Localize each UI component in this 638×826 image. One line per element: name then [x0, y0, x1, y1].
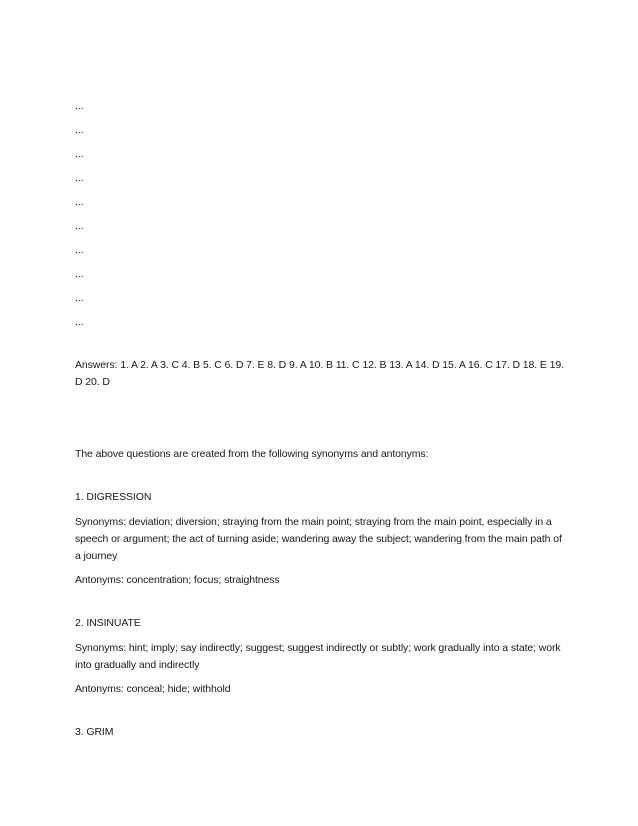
ellipsis-line: ... [75, 268, 84, 280]
document-content [75, 94, 565, 749]
word-entry-insinuate [75, 615, 565, 698]
entry-synonyms: Synonyms: hint; imply; say indirectly; suggest; suggest indirectly or subtly; work gradually into a state; work into gradually and indirectly [75, 642, 561, 671]
entry-title: 1. DIGRESSION [75, 491, 152, 503]
ellipsis-line: ... [75, 172, 84, 184]
ellipsis-line: ... [75, 196, 84, 208]
entry-antonyms: Antonyms: conceal; hide; withhold [75, 683, 231, 695]
ellipsis-line: ... [75, 292, 84, 304]
answer-key: Answers: 1. A 2. A 3. C 4. B 5. C 6. D 7. E 8. D 9. A 10. B 11. C 12. B 13. A 14. D 15. A 16. C 17. D 18. E 19. D 20. D [75, 359, 564, 388]
ellipsis-line: ... [75, 220, 84, 232]
entry-synonyms: Synonyms: deviation; diversion; straying from the main point; straying from the main point, especially in a speech or argument; the act of turning aside; wandering away the subject; wandering from the main path of a journey [75, 516, 562, 562]
entry-title: 2. INSINUATE [75, 617, 141, 629]
ellipsis-line: ... [75, 244, 84, 256]
ellipsis-line: ... [75, 100, 84, 112]
entry-title: 3. GRIM [75, 726, 114, 738]
intro-paragraph: The above questions are created from the following synonyms and antonyms: [75, 448, 429, 460]
entry-antonyms: Antonyms: concentration; focus; straightness [75, 574, 280, 586]
ellipsis-line: ... [75, 148, 84, 160]
word-entry-grim [75, 724, 565, 741]
word-entry-digression [75, 489, 565, 589]
ellipsis-line: ... [75, 316, 84, 328]
ellipsis-list [75, 94, 565, 334]
ellipsis-line: ... [75, 124, 84, 136]
